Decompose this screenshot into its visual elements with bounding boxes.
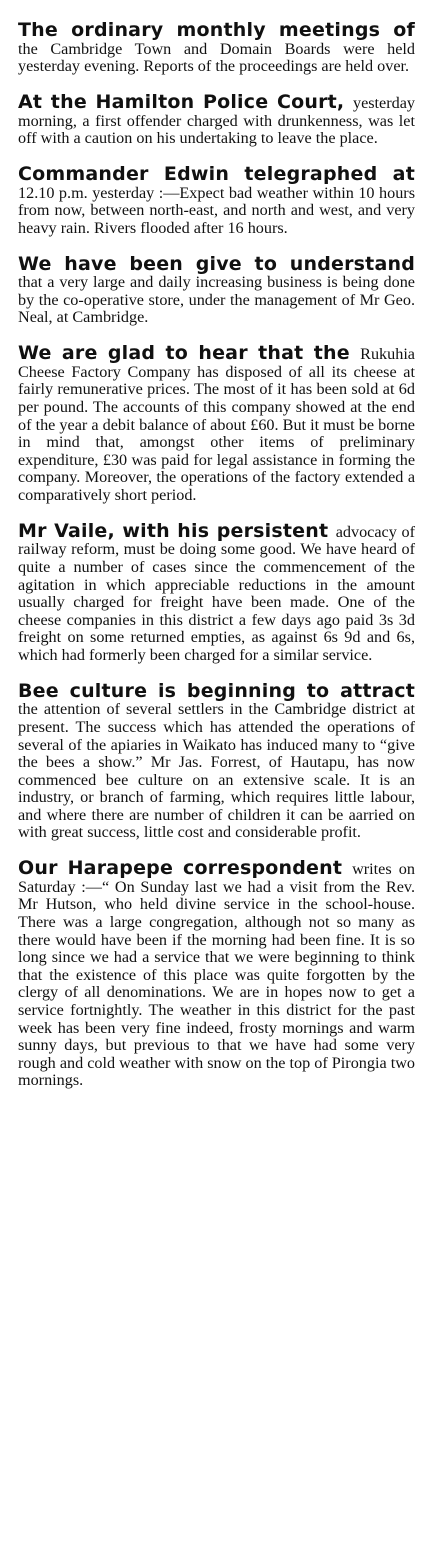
news-item-lead: We have been give to understand: [18, 252, 415, 275]
news-item-railway-reform: [18, 521, 415, 665]
news-item-lead: Our Harapepe correspondent: [18, 857, 353, 880]
news-item-lead: Bee culture is beginning to attract: [18, 679, 415, 702]
news-item-cheese-factory: [18, 343, 415, 504]
news-item-bee-culture: [18, 681, 415, 842]
news-item-weather-telegraph: [18, 164, 415, 237]
news-item-lead: We are glad to hear that the: [18, 342, 361, 365]
news-item-body: the attention of several settlers in the Cambridge district at present. The success which has attended the operations of several of the apiaries in Waikato has induced many to “give the bees a show.” Mr Jas. Forrest, of Hautapu, has now commenced bee culture on an extensive scale. It is an industry, or branch of farming, which requires little labour, and where there are number of children it can be aarried on with great success, little cost and considerable profit.: [18, 700, 415, 842]
news-item-body: Rukuhia Cheese Factory Company has disposed of all its cheese at fairly remunerative prices. The most of it has been sold at 6d per pound. The accounts of this company showed at the end of the year a debit balance of about £60. But it must be borne in mind that, amongst other items of preliminary expenditure, £30 was paid for legal assistance in forming the company. Moreover, the operations of the factory extended a comparatively short period.: [18, 345, 415, 504]
news-item-lead: Mr Vaile, with his persistent: [18, 519, 336, 542]
news-item-cooperative-store: [18, 254, 415, 327]
news-item-lead: Commander Edwin telegraphed at: [18, 163, 415, 186]
news-item-body: the Cambridge Town and Domain Boards were held yesterday evening. Reports of the proceedings are held over.: [18, 39, 415, 76]
news-item-lead: The ordinary monthly meetings of: [18, 19, 415, 42]
news-item-body: 12.10 p.m. yesterday :—Expect bad weather within 10 hours from now, between north-east, and north and west, and very heavy rain. Rivers flooded after 16 hours.: [18, 183, 415, 237]
news-item-body: that a very large and daily increasing business is being done by the co-operative store, under the management of Mr Geo. Neal, at Cambridge.: [18, 273, 415, 327]
news-item-lead: At the Hamilton Police Court,: [18, 91, 353, 114]
news-item-body: advocacy of railway reform, must be doing some good. We have heard of quite a number of cases since the commencement of the agitation in which appreciable reductions in the amount usually charged for freight have been made. One of the cheese companies in this district a few days ago paid 3s 3d freight on some returned empties, as against 6s 9d and 6s, which had formerly been charged for a similar service.: [18, 522, 415, 664]
news-item-body: writes on Saturday :—“ On Sunday last we had a visit from the Rev. Mr Hutson, who held divine service in the school-house. There was a large congregation, although not so many as there would have been if the morning had been fine. It is so long since we had a service that we were beginning to think that the existence of this place was quite forgotten by the clergy of all denominations. We are in hopes now to get a service fortnightly. The weather in this district for the past week has been very fine indeed, frosty mornings and warm sunny days, but previous to that we have had some very rough and cold weather with snow on the top of Pirongia two mornings.: [18, 860, 415, 1090]
news-item-police-court: [18, 92, 415, 148]
news-item-town-domain-boards: [18, 20, 415, 76]
news-item-body: yesterday morning, a first offender charged with drunkenness, was let off with a caution on his undertaking to leave the place.: [18, 94, 415, 148]
news-item-harapepe-correspondent: [18, 858, 415, 1090]
